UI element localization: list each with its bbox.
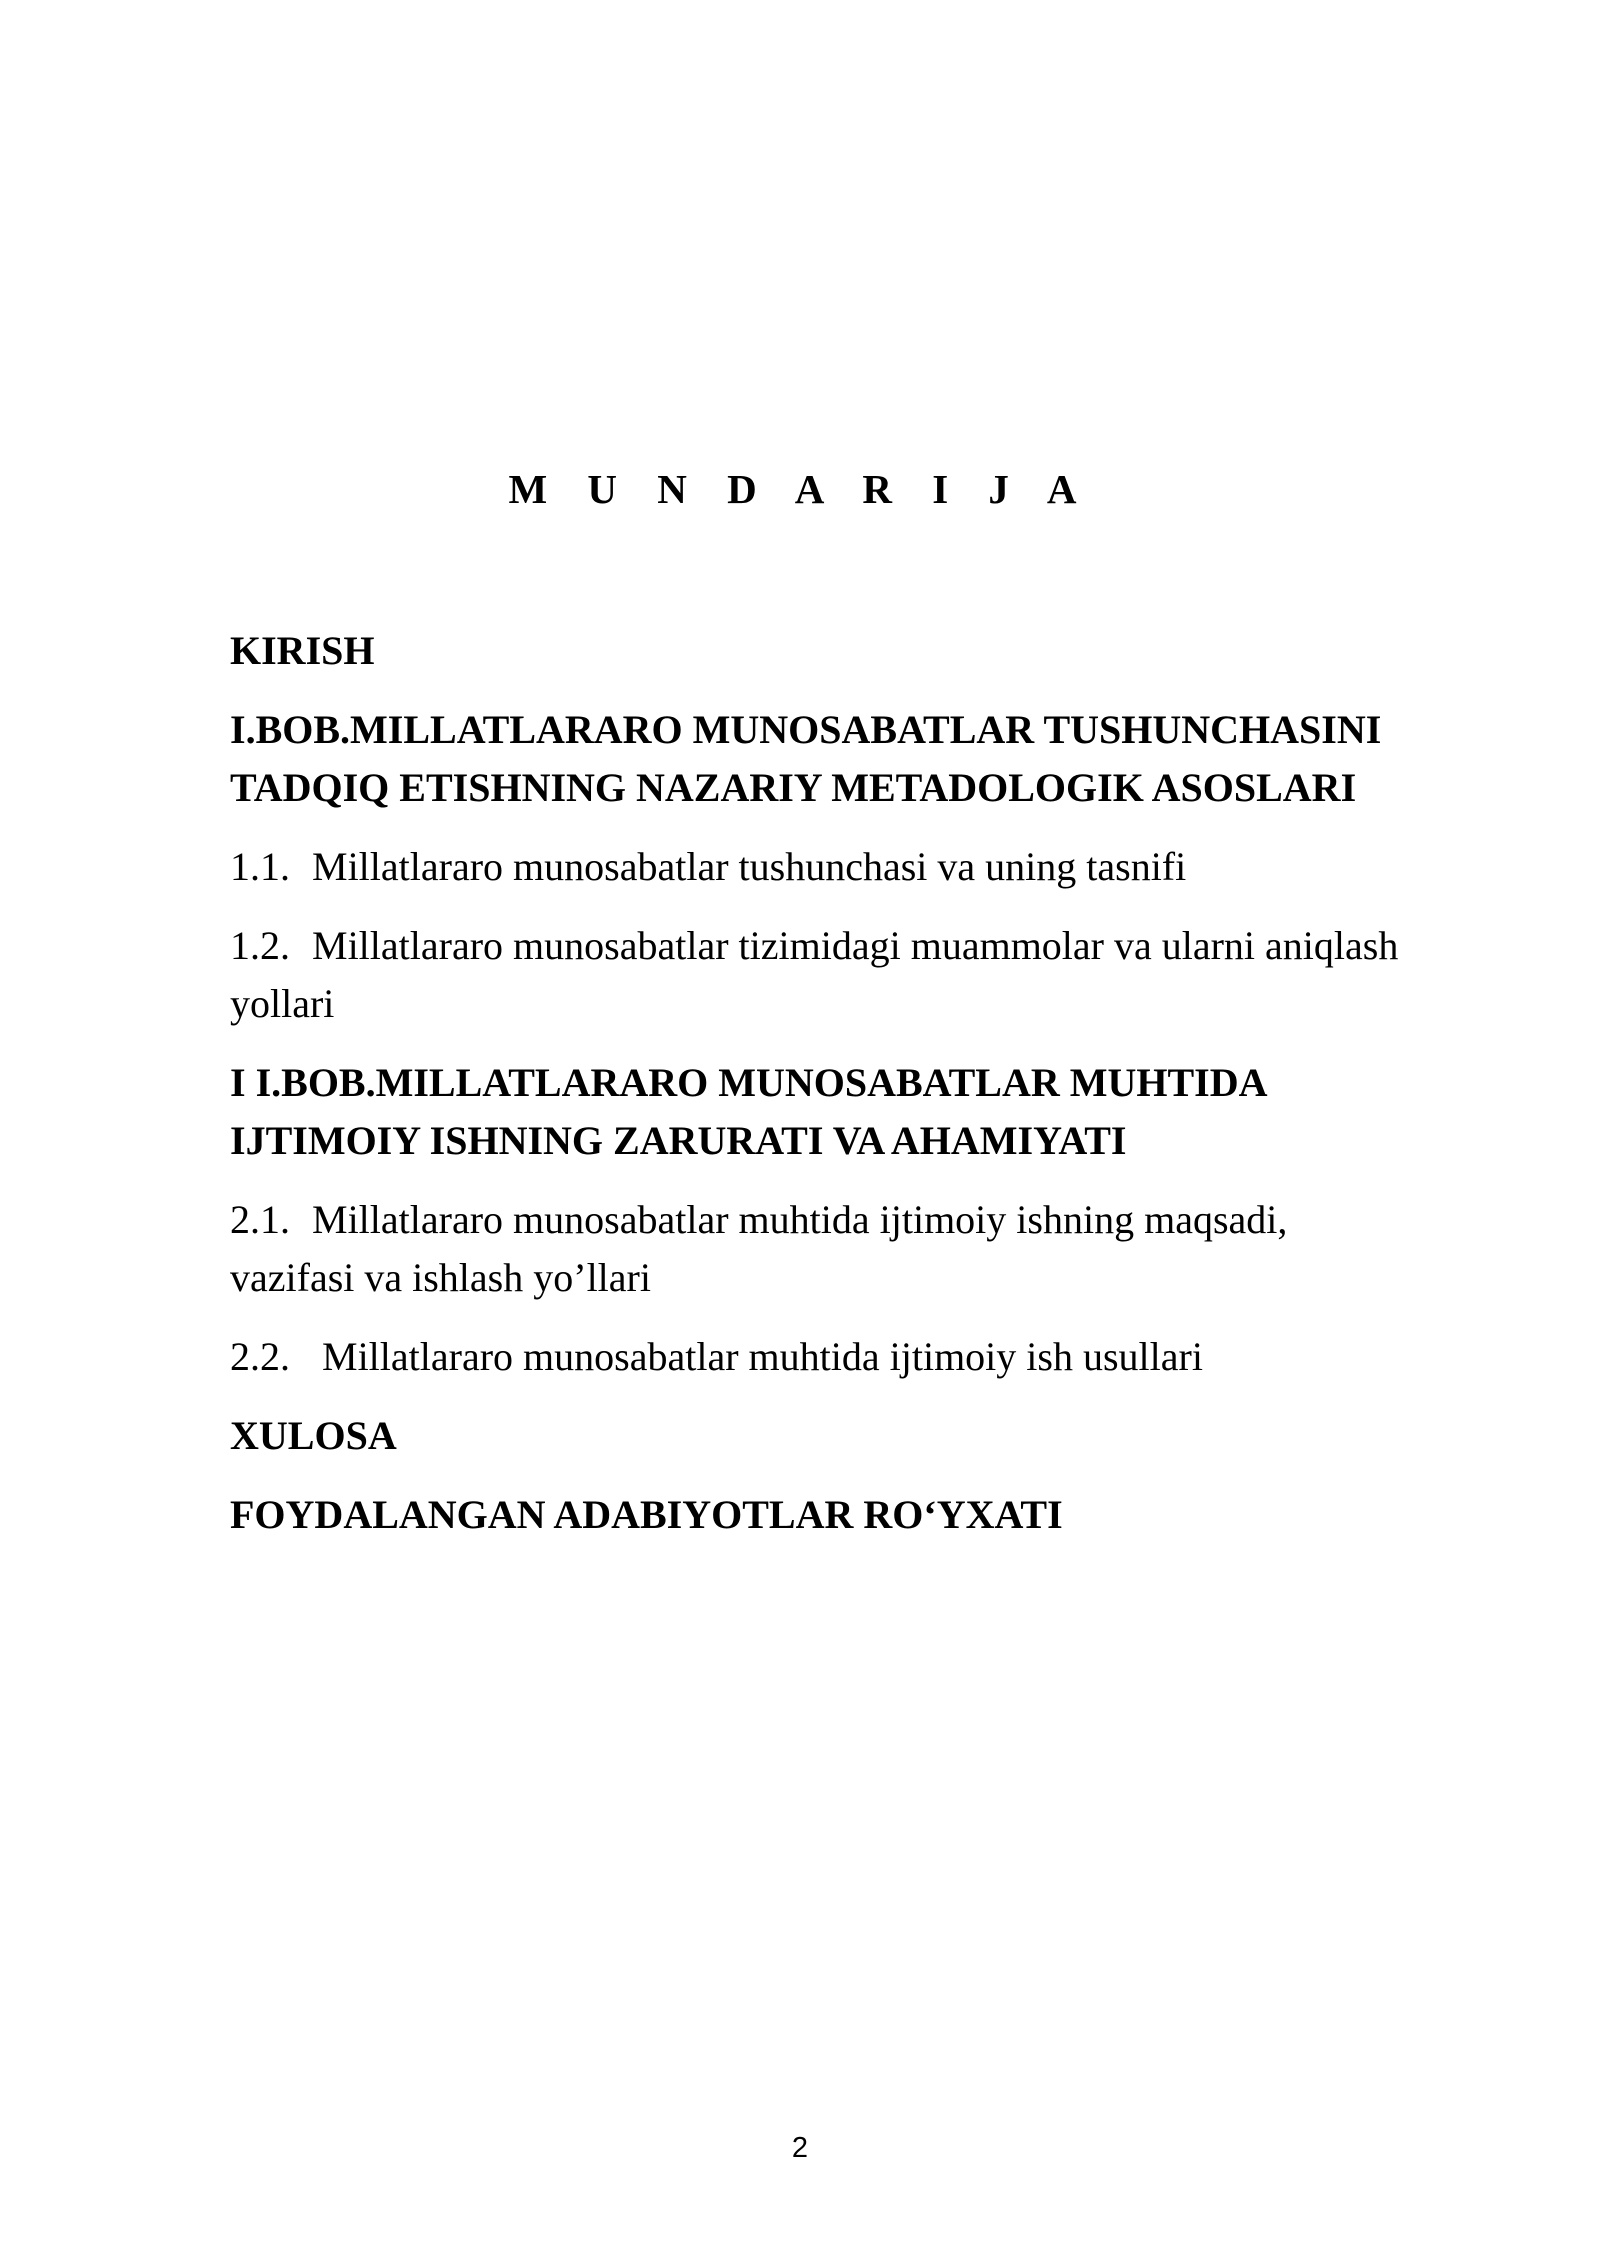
section-number: 2.2. (230, 1334, 290, 1379)
section-number: 2.1. (230, 1197, 290, 1242)
toc-chapter2-line2: IJTIMOIY ISHNING ZARURATI VA AHAMIYATI (230, 1118, 1127, 1163)
section-title: Millatlararo munosabatlar muhtida ijtimoiy ishning maqsadi, (312, 1197, 1288, 1242)
section-number: 1.1. (230, 844, 290, 889)
toc-section-2-2 (230, 1328, 1530, 1386)
toc-item-conclusion: XULOSA (230, 1413, 397, 1458)
toc-section-1-2-line1 (230, 917, 1530, 975)
toc-item-references: FOYDALANGAN ADABIYOTLAR RO‘YXATI (230, 1492, 1063, 1537)
toc-section-1-1 (230, 838, 1530, 896)
toc-section-1-2-line2: yollari (230, 981, 335, 1026)
section-title: Millatlararo munosabatlar tushunchasi va uning tasnifi (312, 844, 1187, 889)
section-title: Millatlararo munosabatlar muhtida ijtimoiy ish usullari (322, 1334, 1203, 1379)
section-number: 1.2. (230, 923, 290, 968)
section-title: Millatlararo munosabatlar tizimidagi muammolar va ularni aniqlash (312, 923, 1399, 968)
toc-chapter1-line2: TADQIQ ETISHNING NAZARIY METADOLOGIK ASOSLARI (230, 765, 1357, 810)
toc-chapter2-line1: I I.BOB.MILLATLARARO MUNOSABATLAR MUHTIDA (230, 1060, 1268, 1105)
toc-item-intro: KIRISH (230, 628, 375, 673)
toc-section-2-1-line2: vazifasi va ishlash yo’llari (230, 1255, 651, 1300)
toc-section-2-1-line1 (230, 1191, 1530, 1249)
toc-chapter1-line1: I.BOB.MILLATLARARO MUNOSABATLAR TUSHUNCHASINI (230, 707, 1382, 752)
page-number: 2 (791, 2132, 809, 2164)
page-title: M U N D A R I J A (508, 466, 1092, 512)
